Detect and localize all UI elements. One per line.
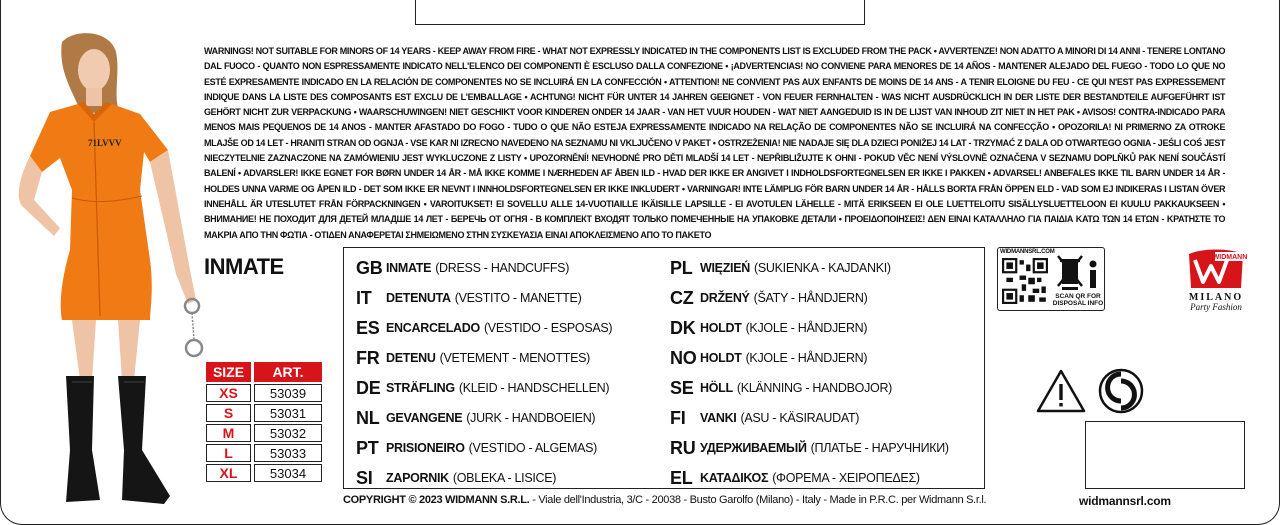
language-row xyxy=(670,433,949,463)
language-row xyxy=(670,283,949,313)
warning-triangle-icon xyxy=(1035,368,1087,414)
size-row xyxy=(206,464,322,482)
copyright-bold: COPYRIGHT © 2023 WIDMANN S.R.L. xyxy=(343,494,530,506)
language-column-left xyxy=(356,253,612,493)
boot-right xyxy=(118,376,170,504)
language-name: УДЕРЖИВАЕМЫЙ xyxy=(700,441,807,455)
language-name: GEVANGENE xyxy=(386,411,463,425)
scan-qr-text: SCAN QR FOR DISPOSAL INFO xyxy=(1052,293,1104,307)
warnings-text: WARNINGS! NOT SUITABLE FOR MINORS OF 14 YEARS - KEEP AWAY FROM FIRE - WHAT NOT EXPRESSLY INDICATED IN THE COMPONENTS LIST IS EXCLUDED FROM THE PACK • AVVERTENZE! NON ADATTO A MINORI DI 14 ANNI - TENERE LONTANO DAL FUOCO - QUANTO NON ESPRESSAMENTE INDICATO NELL'ELENCO DEI COMPONENTI È ESCLUSO DALLA CONFEZIONE • ¡ADVERTENCIAS! NO CONVIENE PARA MENORES DE 14 AÑOS - MANTENER ALEJADO DEL FUEGO - TODO LO QUE NO ESTÉ EXPRESAMENTE INDICADO EN LA RELACIÓN DE COMPONENTES NO SE INCLUIRÁ EN LA CONFECCIÓN • ATTENTION! NE CONVIENT PAS AUX ENFANTS DE MOINS DE 14 ANS - A TENIR ELOIGNE DU FEU - CE QUI N'EST PAS EXPRESSEMENT INDIQUE DANS LA LISTE DES COMPOSANTS EST EXCLU DE L'EMBALLAGE • ACHTUNG! NICHT FÜR UNTER 14 JAHREN GEEIGNET - VON FEUER FERNHALTEN - WAS NICHT AUSDRÜCKLICH IN DER LISTE DER BESTANDTEILE AUFGEFÜHRT IST GEHÖRT NICHT ZUR VERPACKUNG • WAARSCHUWINGEN! NIET GESCHIKT VOOR KINDEREN ONDER 14 JAAR - VAN HET VUUR HOUDEN - WAT NIET AANGEDUID IS IN DE LIJST VAN INHOUD ZIT NIET IN HET PAK • AVISOS! CONTRA-INDICADO PARA MENOS MAIS PEQUENOS DE 14 ANOS - MANTER AFASTADO DO FOGO - TUDO O QUE NÃO ESTEJA EXPRESSAMENTE INDICADO NA RELAÇÃO DE COMPONENTES NÃO SE INCLUIRÁ NA CONFECÇÃO • OPOZORILA! NI PRIMERNO ZA OTROKE MLAJŠE OD 14 LET - HRANITI STRAN OD OGNJA - VSE KAR NI IZRECNO NAVEDENO NA SEZNAMU NI VKLJUČENO V PAKET • OSTRZEŻENIA! NIE NADAJE SIĘ DLA DZIECI PONIŻEJ 14 LAT - TRZYMAĆ Z DALA OD OTWARTEGO OGNIA - JEŚLI COŚ JEST NIECZYTELNIE ZAZNACZONE NA ZAMÓWIENIU JEST WYKLUCZONE Z LISTY • UPOZORNĚNÍ! NEVHODNÉ PRO DĚTI MLADŠÍ 14 LET - NEPŘIBLIŽUJTE K OHNI - POKUD VĚC NENÍ VÝSLOVNĚ OZNAČENA V SEZNAMU DOPLŇKŮ PAK NENÍ SOUČÁSTÍ BALENÍ • ADVARSLER! IKKE EGNET FOR BØRN UNDER 14 ÅR - MÅ IKKE KOMME I NÆRHEDEN AF ÅBEN ILD - HVAD DER IKKE ER ANGIVET I INDHOLDSFORTEGNELSEN ER IKKE I PAKKEN • ADVARSEL! ANBEFALES IKKE TIL BARN UNDER 14 ÅR - HOLDES UNNA VARME OG ÅPEN ILD - DET SOM IKKE ER NEVNT I INNHOLDSFORTEGNELSEN ER IKKE INKLUDERT • VARNINGAR! INTE LÄMPLIG FÖR BARN UNDER 14 ÅR - HÅLLS BORTA FRÅN ÖPPEN ELD - VAD SOM EJ INDIKERAS I LISTAN ÖVER INNEHÅLL ÄR UTESLUTET FRÅN FÖRPACKNINGEN • VAROITUKSET! EI SOVELLU ALLE 14-VUOTIAILLE IKÄISILLE LAPSILLE - EI AVOTULEN LÄHELLE - MITÄ ERIKSEEN EI OLE LUETTELOITU SISÄLLYSLUETTELOON EI KUULU PAKKAUKSEEN • ВНИМАНИЕ! НЕ ПОХОДИТ ДЛЯ ДЕТЕЙ МЛАДШЕ 14 ЛЕТ - БЕРЕЧЬ ОТ ОГНЯ - В КОМПЛЕКТ ВХОДЯТ ТОЛЬКО ПОМЕЧЕННЫЕ НА УПАКОВКЕ ДЕТАЛИ • ΠΡΟΕΙΔΟΠΟΙΗΣΕΙΣ! ΔΕΝ ΕΙΝΑΙ ΚΑΤΑΛΛΗΛΟ ΓΙΑ ΠΑΙΔΙΑ ΚΑΤΩ ΤΩΝ 14 ΕΤΩΝ - ΚΡΑΤΗΣΤΕ ΤΟ ΜΑΚΡΙΑ ΑΠΟ ΤΗΝ ΦΩΤΙΑ - ΟΤΙΔΕΝ ΑΝΑΦΕΡΕΤΑΙ ΣΗΜΕΙΩΜΕΝΟ ΣΤΗΝ ΣΥΣΚΕΥΑΣΙΑ ΕΙΝΑΙ ΑΠΟΚΛΕΙΣΜΕΝΟ ΑΠΟ ΤΟ ΠΑΚΕΤΟ xyxy=(204,46,1226,240)
language-row xyxy=(670,253,949,283)
language-name: DETENUTA xyxy=(386,291,451,305)
qr-disposal-box xyxy=(997,247,1105,311)
language-code: FR xyxy=(356,347,380,368)
svg-text:WIDMANN: WIDMANN xyxy=(1212,254,1247,261)
size-row xyxy=(206,444,322,462)
language-desc: (SUKIENKA - KAJDANKI) xyxy=(753,261,891,275)
language-row xyxy=(356,253,612,283)
language-desc: (ПЛАТЬЕ - НАРУЧНИКИ) xyxy=(810,441,949,455)
size-cell: XS xyxy=(206,384,251,402)
language-column-right xyxy=(670,253,949,493)
svg-text:71LVVV: 71LVVV xyxy=(88,138,122,148)
language-desc: (DRESS - HANDCUFFS) xyxy=(435,261,570,275)
language-desc: (VETEMENT - MENOTTES) xyxy=(439,351,591,365)
language-code: PT xyxy=(356,437,379,458)
language-code: RU xyxy=(670,437,696,458)
language-row xyxy=(356,313,612,343)
language-code: CZ xyxy=(670,287,694,308)
qr-code-icon[interactable] xyxy=(1002,258,1048,304)
language-code: EL xyxy=(670,467,693,488)
size-row xyxy=(206,404,322,422)
language-code: NL xyxy=(356,407,380,428)
language-name: HÖLL xyxy=(700,381,733,395)
language-row xyxy=(670,343,949,373)
language-row xyxy=(356,403,612,433)
language-code: PL xyxy=(670,257,693,278)
language-row xyxy=(356,463,612,493)
art-header: ART. xyxy=(254,362,322,382)
language-desc: (VESTITO - MANETTE) xyxy=(454,291,582,305)
language-code: ES xyxy=(356,317,380,338)
language-desc: (VESTIDO - ALGEMAS) xyxy=(468,441,598,455)
language-desc: (KLÄNNING - HANDBOJOR) xyxy=(736,381,893,395)
blank-label-box xyxy=(1085,421,1245,489)
language-row xyxy=(670,373,949,403)
size-cell: S xyxy=(206,404,251,422)
language-code: SE xyxy=(670,377,694,398)
language-desc: (VESTIDO - ESPOSAS) xyxy=(483,321,613,335)
copyright-address: - Viale dell'Industria, 3/C - 20038 - Busto Garolfo (Milano) - Italy - Made in P.R.C. per Widmann S.r.l. xyxy=(529,494,987,506)
language-code: IT xyxy=(356,287,372,308)
language-name: ZAPORNIK xyxy=(386,471,449,485)
product-name: INMATE xyxy=(204,254,284,279)
language-box xyxy=(343,247,985,489)
language-name: HOLDT xyxy=(700,321,742,335)
art-cell: 53032 xyxy=(254,424,322,442)
language-row xyxy=(670,463,949,493)
language-name: ΚΑΤΑΔΙΚΟΣ xyxy=(700,471,769,485)
language-code: NO xyxy=(670,347,697,368)
language-desc: (OBLEKA - LISICE) xyxy=(452,471,557,485)
top-slot xyxy=(415,0,865,25)
art-cell: 53031 xyxy=(254,404,322,422)
boot-left xyxy=(66,376,100,502)
recycle-bin-icon xyxy=(1054,252,1102,292)
language-name: VANKI xyxy=(700,411,737,425)
size-table xyxy=(203,360,325,484)
language-name: STRÄFLING xyxy=(386,381,455,395)
language-row xyxy=(670,403,949,433)
language-desc: (JURK - HANDBOEIEN) xyxy=(466,411,596,425)
website-link[interactable]: widmannsrl.com xyxy=(1079,494,1171,508)
art-cell: 53034 xyxy=(254,464,322,482)
language-desc: (ASU - KÄSIRAUDAT) xyxy=(740,411,860,425)
model-photo xyxy=(0,30,205,510)
language-desc: (KLEID - HANDSCHELLEN) xyxy=(458,381,610,395)
language-name: PRISIONEIRO xyxy=(386,441,465,455)
language-desc: (KJOLE - HÅNDJERN) xyxy=(745,321,868,335)
language-row xyxy=(670,313,949,343)
language-name: DETENU xyxy=(386,351,436,365)
language-desc: (ΦΟΡΕΜΑ - ΧΕΙΡΟΠΕΔΕΣ) xyxy=(772,471,920,485)
green-dot-recycle-icon xyxy=(1098,368,1144,414)
language-row xyxy=(356,373,612,403)
size-row xyxy=(206,384,322,402)
language-name: ENCARCELADO xyxy=(386,321,480,335)
language-row xyxy=(356,433,612,463)
language-name: HOLDT xyxy=(700,351,742,365)
art-cell: 53039 xyxy=(254,384,322,402)
size-header: SIZE xyxy=(206,362,251,382)
brand-city: MILANO xyxy=(1188,292,1244,303)
language-desc: (KJOLE - HÅNDJERN) xyxy=(745,351,868,365)
copyright-line xyxy=(343,494,986,506)
language-code: DE xyxy=(356,377,381,398)
brand-tagline: Party Fashion xyxy=(1190,302,1242,312)
language-code: GB xyxy=(356,257,383,278)
language-desc: (ŠATY - HÅNDJERN) xyxy=(753,291,868,305)
size-cell: M xyxy=(206,424,251,442)
language-row xyxy=(356,283,612,313)
language-name: WIĘZIEŃ xyxy=(700,261,750,275)
language-code: FI xyxy=(670,407,686,428)
size-row xyxy=(206,424,322,442)
language-name: DRŽENÝ xyxy=(700,291,750,305)
language-code: SI xyxy=(356,467,373,488)
language-name: INMATE xyxy=(386,261,432,275)
size-cell: L xyxy=(206,444,251,462)
art-cell: 53033 xyxy=(254,444,322,462)
language-code: DK xyxy=(670,317,696,338)
size-cell: XL xyxy=(206,464,251,482)
qr-label: WIDMANNSRL.COM xyxy=(1000,249,1055,255)
language-row xyxy=(356,343,612,373)
